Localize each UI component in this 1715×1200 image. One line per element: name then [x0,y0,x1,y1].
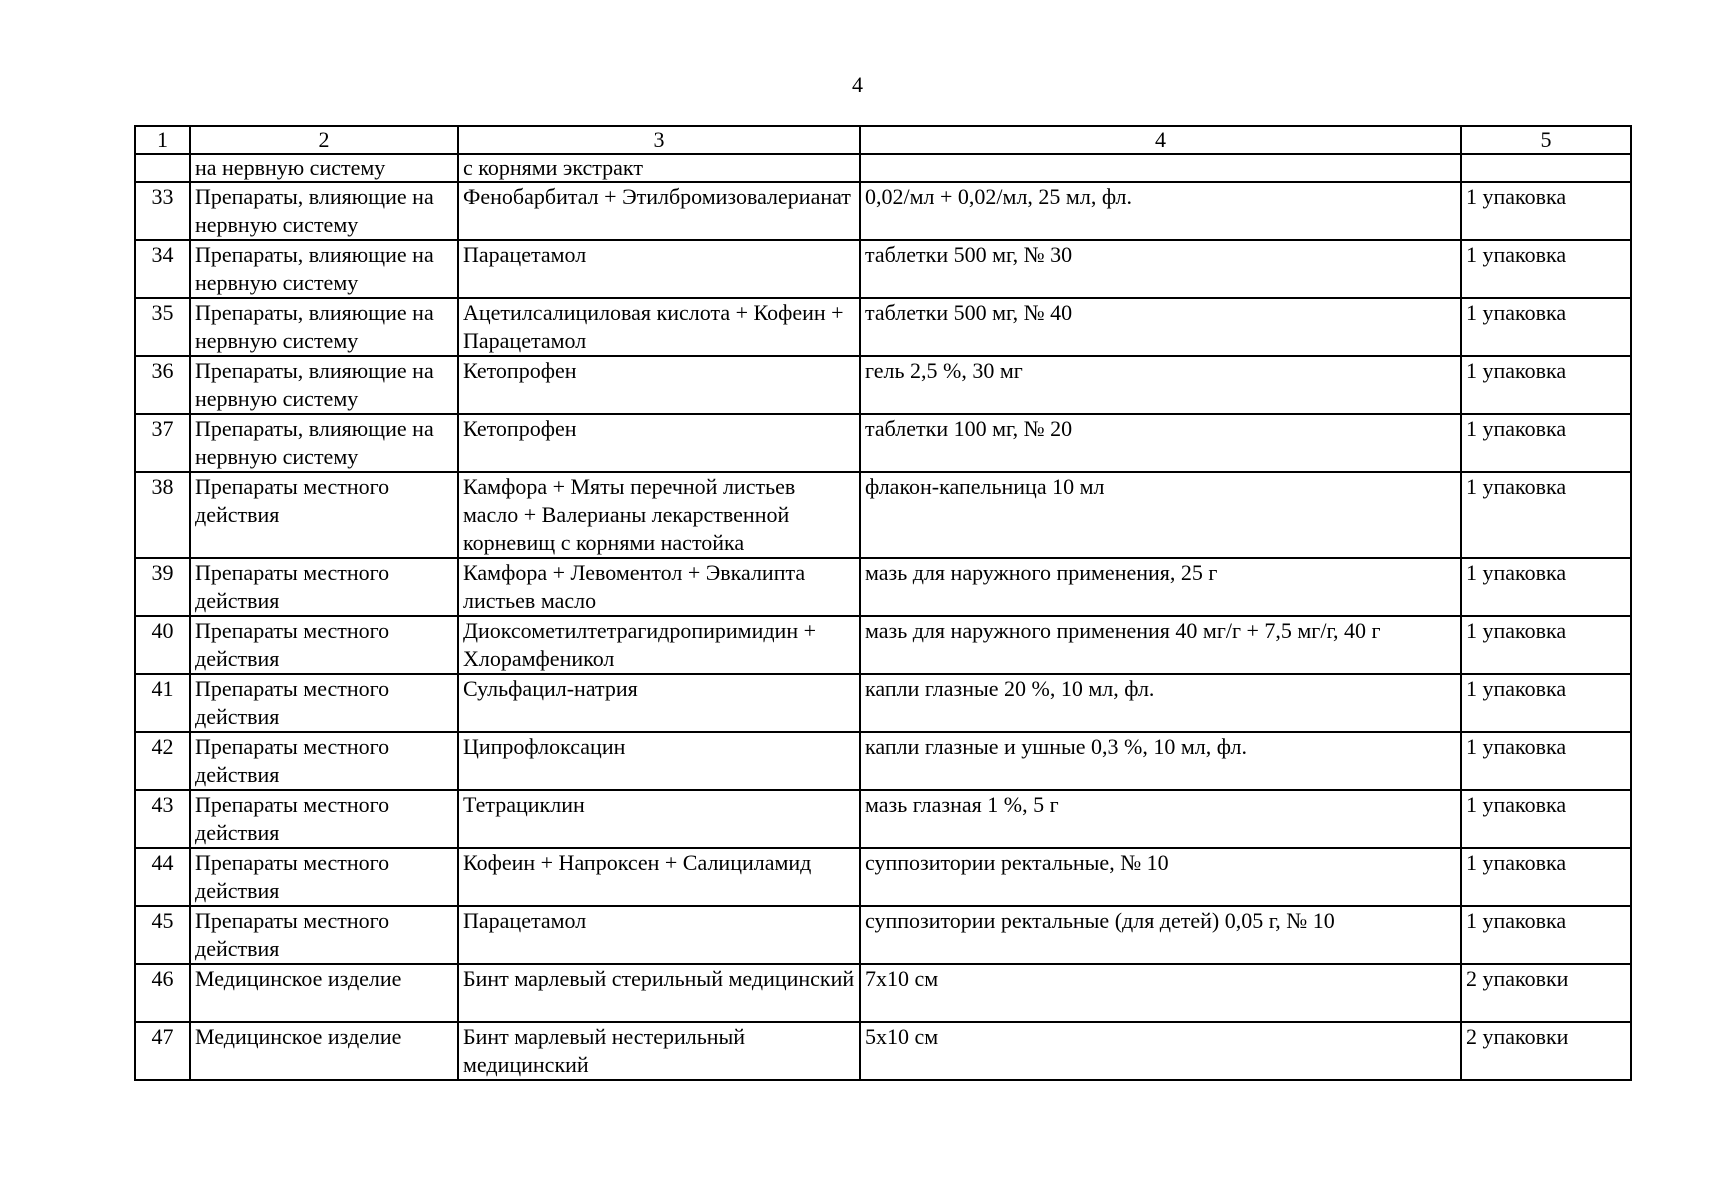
row-form-cell: мазь для наружного применения 40 мг/г + 7,5 мг/г, 40 г [860,616,1461,674]
row-name-cell: Камфора + Мяты перечной листьев масло + Валерианы лекарственной корневищ с корнями настойка [458,472,860,558]
row-quantity-cell: 1 упаковка [1461,674,1631,732]
row-group-cell: Препараты местного действия [190,674,458,732]
row-quantity-cell: 1 упаковка [1461,732,1631,790]
continuation-quantity-cell [1461,154,1631,182]
table-row [135,558,1631,616]
row-group-cell: Препараты, влияющие на нервную систему [190,240,458,298]
row-group-cell: Препараты местного действия [190,906,458,964]
row-name-cell: Диоксометилтетрагидропиримидин + Хлорамфеникол [458,616,860,674]
row-number-cell: 44 [135,848,190,906]
row-form-cell: таблетки 500 мг, № 40 [860,298,1461,356]
continuation-form-cell [860,154,1461,182]
row-name-cell: Бинт марлевый нестерильный медицинский [458,1022,860,1080]
row-name-cell: Сульфацил-натрия [458,674,860,732]
row-group-cell: Препараты местного действия [190,558,458,616]
row-form-cell: суппозитории ректальные (для детей) 0,05 г, № 10 [860,906,1461,964]
row-quantity-cell: 1 упаковка [1461,240,1631,298]
table-row [135,790,1631,848]
row-number-cell: 38 [135,472,190,558]
row-form-cell: мазь для наружного применения, 25 г [860,558,1461,616]
table-row [135,1022,1631,1080]
row-form-cell: мазь глазная 1 %, 5 г [860,790,1461,848]
row-name-cell: Тетрациклин [458,790,860,848]
table-row [135,906,1631,964]
row-form-cell: 7х10 см [860,964,1461,1022]
row-number-cell: 39 [135,558,190,616]
row-number-cell: 43 [135,790,190,848]
continuation-number-cell [135,154,190,182]
row-group-cell: Препараты, влияющие на нервную систему [190,182,458,240]
row-group-cell: Препараты местного действия [190,616,458,674]
row-name-cell: Фенобарбитал + Этилбромизовалерианат [458,182,860,240]
row-number-cell: 34 [135,240,190,298]
row-quantity-cell: 1 упаковка [1461,558,1631,616]
continuation-name-cell: с корнями экстракт [458,154,860,182]
column-header-1: 1 [135,126,190,154]
row-group-cell: Препараты местного действия [190,848,458,906]
row-number-cell: 33 [135,182,190,240]
row-group-cell: Медицинское изделие [190,1022,458,1080]
row-form-cell: капли глазные 20 %, 10 мл, фл. [860,674,1461,732]
page-number: 4 [852,72,863,97]
row-form-cell: таблетки 500 мг, № 30 [860,240,1461,298]
row-group-cell: Препараты, влияющие на нервную систему [190,298,458,356]
row-quantity-cell: 1 упаковка [1461,356,1631,414]
row-number-cell: 45 [135,906,190,964]
row-name-cell: Кофеин + Напроксен + Салициламид [458,848,860,906]
column-header-3: 3 [458,126,860,154]
column-header-4: 4 [860,126,1461,154]
continuation-group-cell: на нервную систему [190,154,458,182]
row-quantity-cell: 2 упаковки [1461,1022,1631,1080]
row-form-cell: 5х10 см [860,1022,1461,1080]
row-quantity-cell: 1 упаковка [1461,848,1631,906]
row-number-cell: 41 [135,674,190,732]
row-quantity-cell: 1 упаковка [1461,616,1631,674]
row-form-cell: таблетки 100 мг, № 20 [860,414,1461,472]
row-number-cell: 46 [135,964,190,1022]
row-name-cell: Ацетилсалициловая кислота + Кофеин + Парацетамол [458,298,860,356]
column-header-2: 2 [190,126,458,154]
drug-table [134,125,1632,1081]
row-form-cell: гель 2,5 %, 30 мг [860,356,1461,414]
table-row [135,356,1631,414]
row-quantity-cell: 1 упаковка [1461,472,1631,558]
row-quantity-cell: 1 упаковка [1461,182,1631,240]
row-name-cell: Ципрофлоксацин [458,732,860,790]
table-row [135,616,1631,674]
row-name-cell: Бинт марлевый стерильный медицинский [458,964,860,1022]
row-number-cell: 40 [135,616,190,674]
row-name-cell: Кетопрофен [458,414,860,472]
table-row [135,732,1631,790]
table-row [135,964,1631,1022]
row-group-cell: Препараты местного действия [190,732,458,790]
row-form-cell: капли глазные и ушные 0,3 %, 10 мл, фл. [860,732,1461,790]
table-row [135,848,1631,906]
column-header-5: 5 [1461,126,1631,154]
continuation-row [135,154,1631,182]
row-form-cell: флакон-капельница 10 мл [860,472,1461,558]
row-number-cell: 37 [135,414,190,472]
table-row [135,472,1631,558]
row-number-cell: 36 [135,356,190,414]
table-row [135,674,1631,732]
row-name-cell: Парацетамол [458,240,860,298]
row-name-cell: Парацетамол [458,906,860,964]
table-row [135,182,1631,240]
row-quantity-cell: 1 упаковка [1461,790,1631,848]
row-group-cell: Препараты, влияющие на нервную систему [190,414,458,472]
row-group-cell: Медицинское изделие [190,964,458,1022]
row-quantity-cell: 1 упаковка [1461,906,1631,964]
row-group-cell: Препараты местного действия [190,790,458,848]
row-quantity-cell: 2 упаковки [1461,964,1631,1022]
row-group-cell: Препараты, влияющие на нервную систему [190,356,458,414]
table-row [135,240,1631,298]
row-form-cell: суппозитории ректальные, № 10 [860,848,1461,906]
row-name-cell: Камфора + Левоментол + Эвкалипта листьев масло [458,558,860,616]
table-row [135,298,1631,356]
row-number-cell: 47 [135,1022,190,1080]
row-quantity-cell: 1 упаковка [1461,414,1631,472]
row-name-cell: Кетопрофен [458,356,860,414]
table-row [135,414,1631,472]
row-number-cell: 42 [135,732,190,790]
row-form-cell: 0,02/мл + 0,02/мл, 25 мл, фл. [860,182,1461,240]
row-group-cell: Препараты местного действия [190,472,458,558]
row-quantity-cell: 1 упаковка [1461,298,1631,356]
header-row [135,126,1631,154]
row-number-cell: 35 [135,298,190,356]
